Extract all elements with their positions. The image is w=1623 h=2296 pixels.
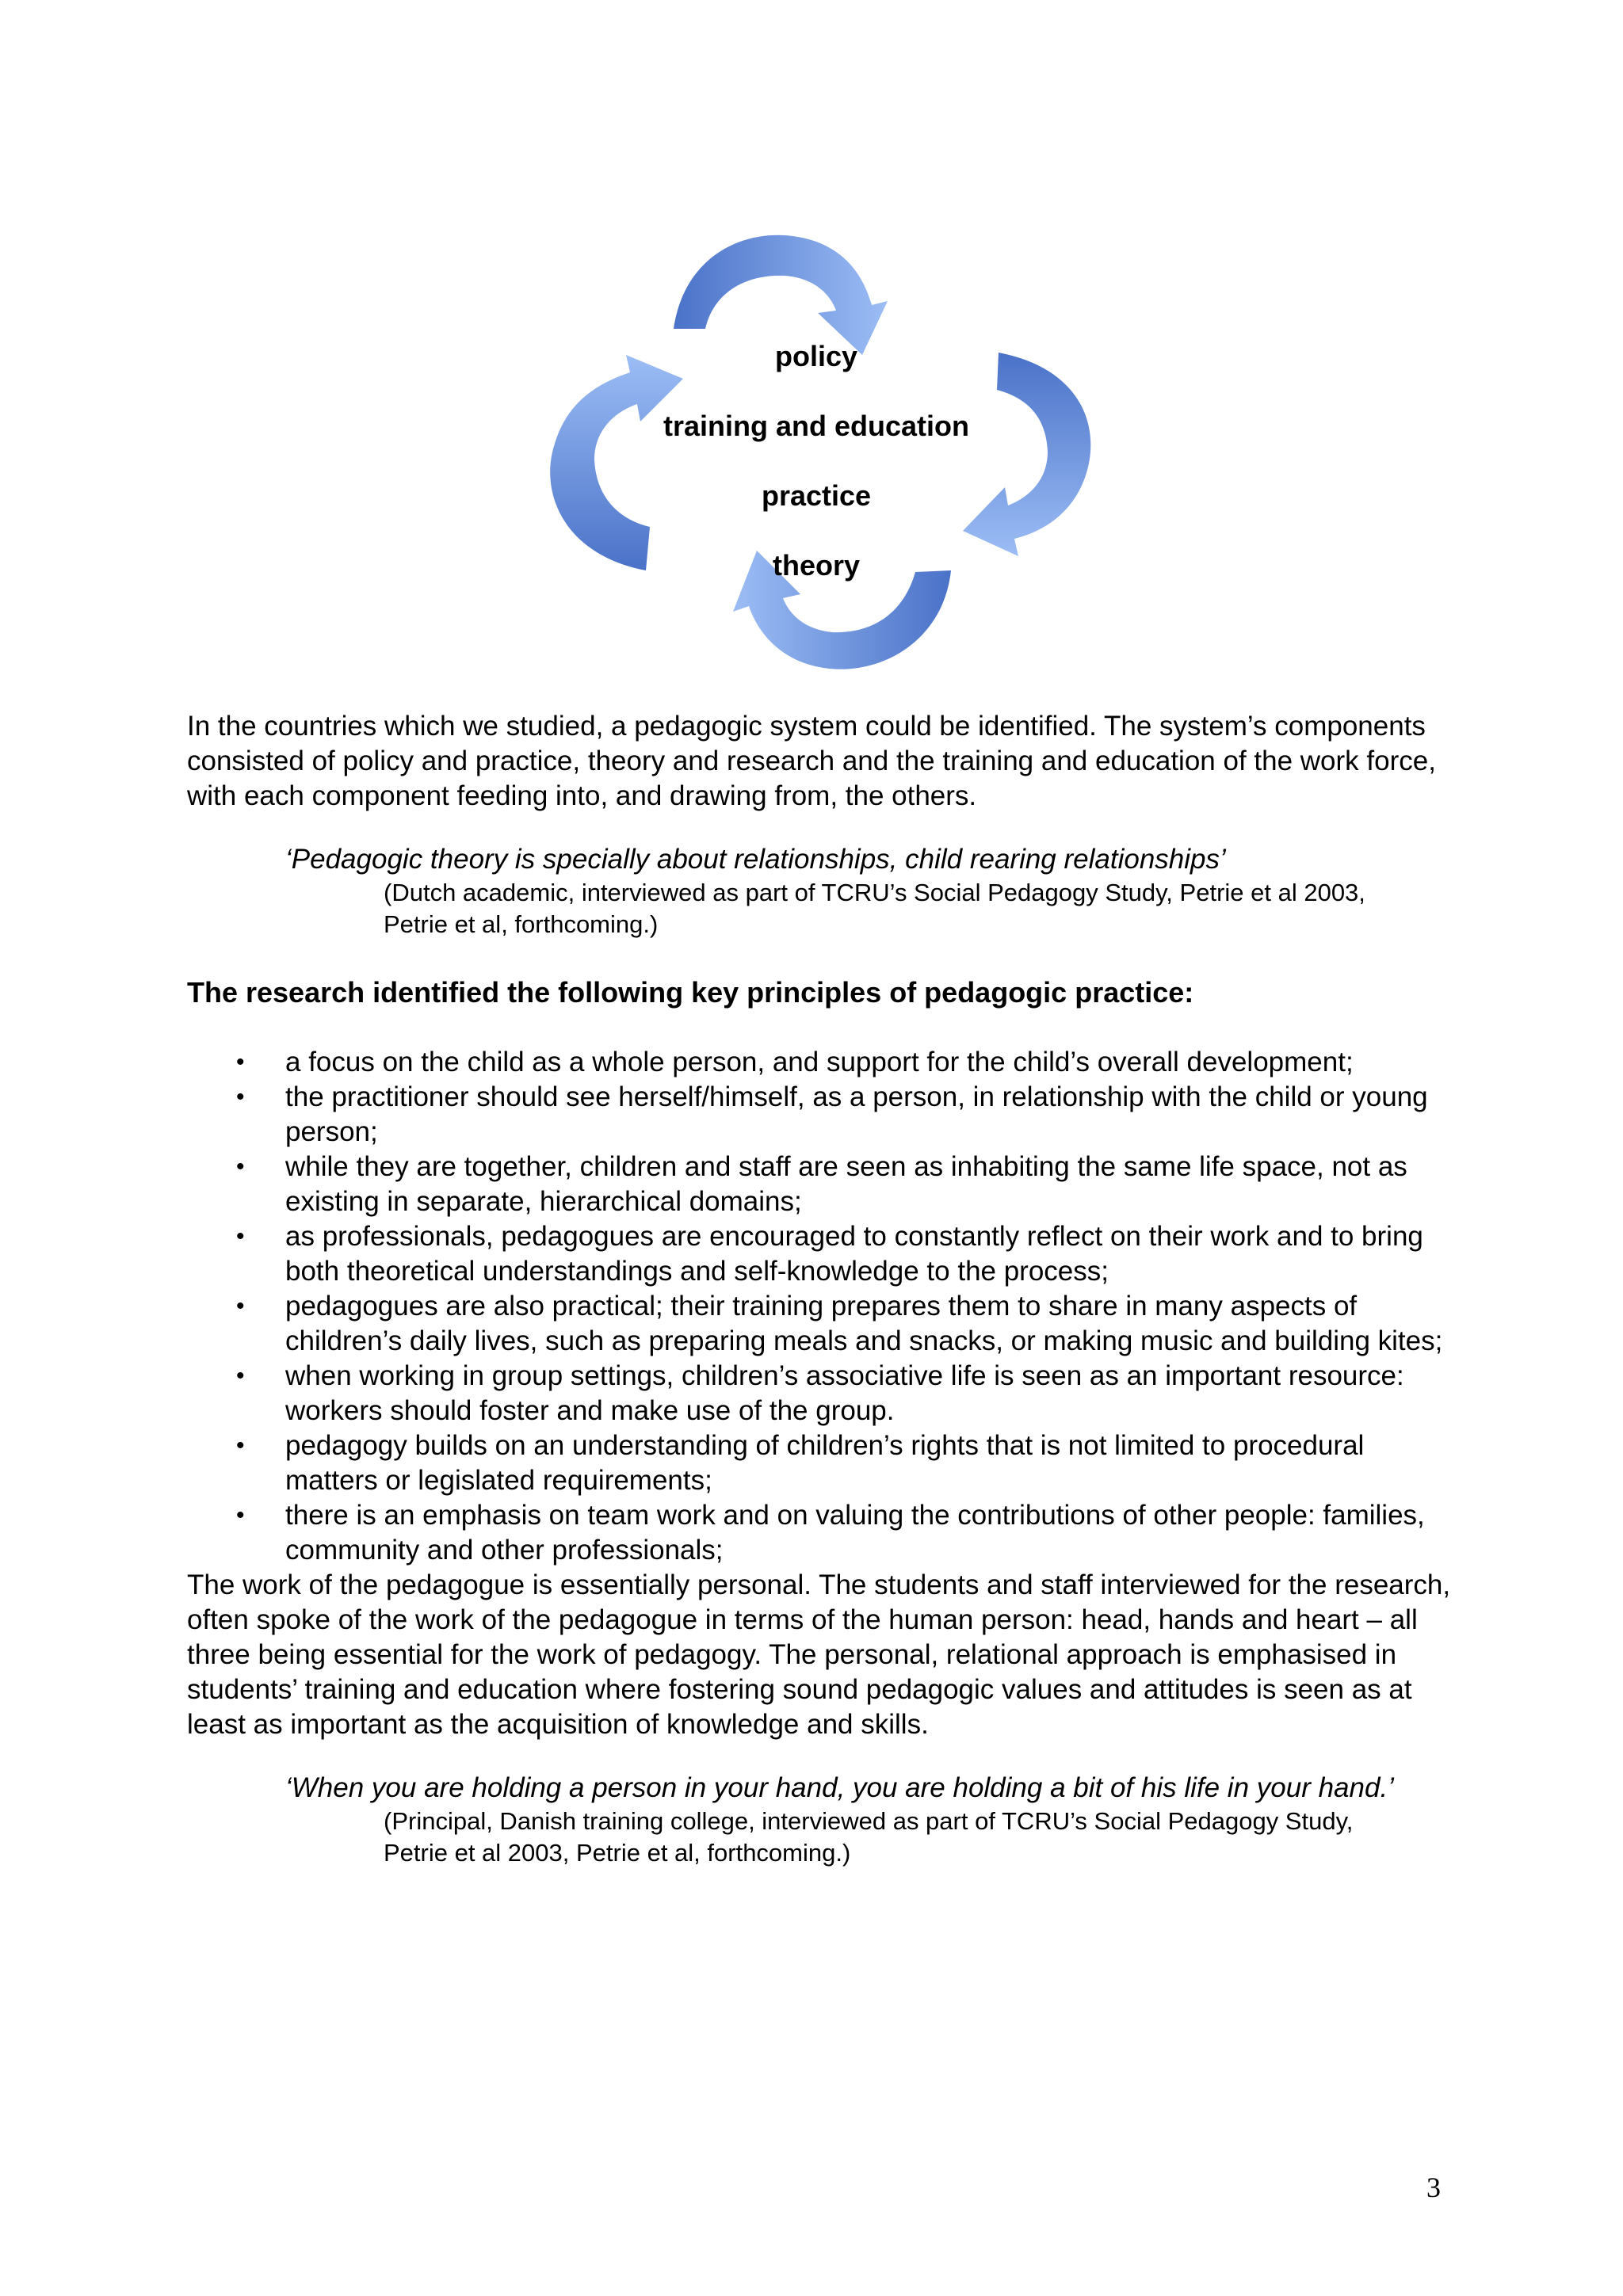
list-item [187,1289,1458,1359]
page-number: 3 [1426,2172,1441,2203]
cycle-arrow-top [674,235,888,355]
list-item [187,1080,1458,1150]
intro-paragraph: In the countries which we studied, a pedagogic system could be identified. The system’s components consisted of policy and practice, theory and research and the training and education of the work force, with each component feeding into, and drawing from, the others. [187,711,1436,811]
bullet-icon: • [236,1084,245,1110]
diagram-label-theory: theory [772,549,861,582]
list-item-text: as professionals, pedagogues are encouraged to constantly reflect on their work and to bring both theoretical understandings and self-knowledge to the process; [285,1221,1423,1287]
personal-work-paragraph: The work of the pedagogue is essentially personal. The students and staff interviewed for the research, often spoke of the work of the pedagogue in terms of the human person: head, hands and heart – all three being essential for the work of pedagogy. The personal, relational approach is emphasised in students’ training and education where fostering sound pedagogic values and attitudes is seen as at least as important as the acquisition of knowledge and skills. [187,1569,1451,1740]
list-item-text: pedagogues are also practical; their training prepares them to share in many aspects of children’s daily lives, such as preparing meals and snacks, or making music and building kites; [285,1291,1443,1356]
list-item-text: when working in group settings, children’s associative life is seen as an important resource: workers should foster and make use of the group. [285,1360,1404,1426]
bullet-icon: • [236,1363,245,1389]
diagram-label-practice: practice [761,479,872,512]
list-item-text: while they are together, children and staff are seen as inhabiting the same life space, not as existing in separate, hierarchical domains; [285,1151,1407,1217]
quote-1 [285,842,1471,940]
cycle-diagram [475,214,1157,689]
principles-list [187,1045,1471,1568]
list-item [187,1219,1458,1289]
quote-2-text: ‘When you are holding a person in your hand, you are holding a bit of his life in your hand.’ [285,1772,1394,1803]
cycle-diagram-svg [475,214,1157,689]
bullet-icon: • [236,1502,245,1528]
list-item-text: pedagogy builds on an understanding of children’s rights that is not limited to procedural matters or legislated requirements; [285,1430,1365,1496]
list-item [187,1428,1458,1498]
list-item [187,1359,1458,1428]
bullet-icon: • [236,1049,245,1075]
quote-2 [285,1771,1471,1869]
bullet-icon: • [236,1293,245,1319]
list-item [187,1150,1458,1219]
list-item [187,1045,1458,1080]
diagram-label-policy: policy [774,340,858,372]
quote-2-source: (Principal, Danish training college, interviewed as part of TCRU’s Social Pedagogy Study, Petrie et al 2003, Petrie et al, forthcoming.) [384,1807,1354,1867]
page-content [187,709,1471,1869]
cycle-arrow-left [550,355,683,570]
bullet-icon: • [236,1432,245,1459]
quote-1-source: (Dutch academic, interviewed as part of TCRU’s Social Pedagogy Study, Petrie et al 2003, Petrie et al, forthcoming.) [384,879,1365,938]
cycle-arrow-right [963,353,1090,556]
bullet-icon: • [236,1154,245,1180]
quote-1-text: ‘Pedagogic theory is specially about relationships, child rearing relationships’ [285,844,1226,875]
list-item-text: a focus on the child as a whole person, and support for the child’s overall development; [285,1047,1354,1077]
principles-heading: The research identified the following key principles of pedagogic practice: [187,976,1194,1009]
list-item-text: there is an emphasis on team work and on valuing the contributions of other people: families, community and other professionals; [285,1500,1425,1566]
list-item-text: the practitioner should see herself/himself, as a person, in relationship with the child or young person; [285,1081,1428,1147]
diagram-label-training: training and education [663,410,970,442]
bullet-icon: • [236,1223,245,1249]
list-item [187,1498,1458,1568]
